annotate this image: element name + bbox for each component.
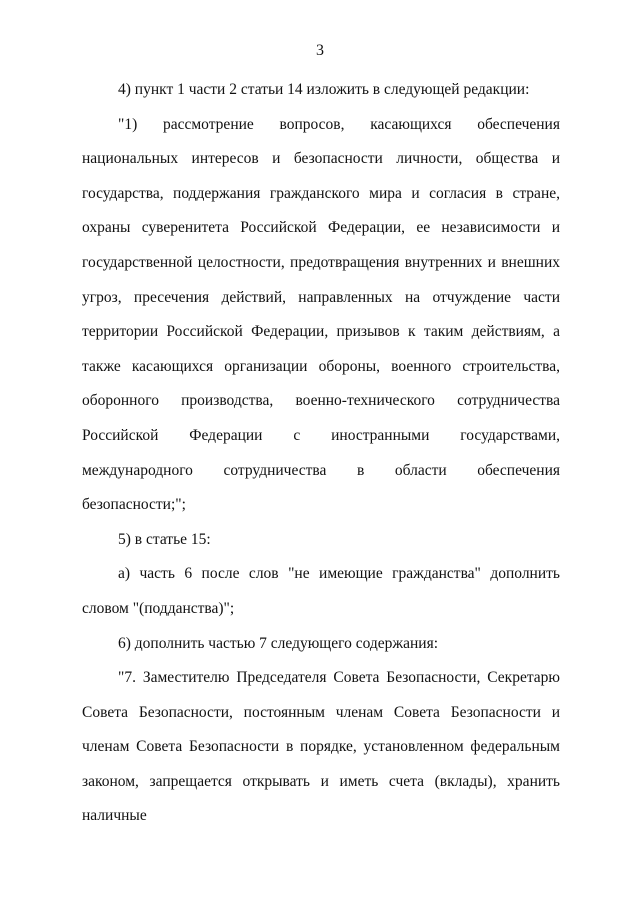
paragraph-item-4-amendment: 4) пункт 1 части 2 статьи 14 изложить в следующей редакции: <box>118 81 530 98</box>
paragraph-item-6-add-part-7: 6) дополнить частью 7 следующего содержания: <box>118 634 439 652</box>
page-number: 3 <box>316 42 324 59</box>
paragraph-quoted-part-7-text: "7. Заместителю Председателя Совета Безопасности, Секретарю Совета Безопасности, постоянным членам Совета Безопасности и членам Совета Безопасности в порядке, установленном федеральным законом, запрещается открывать и иметь счета (вклады), хранить наличные <box>82 669 560 825</box>
paragraph-quoted-article-14-text: "1) рассмотрение вопросов, касающихся обеспечения национальных интересов и безопасности личности, общества и государства, поддержания гражданского мира и согласия в стране, охраны суверенитета Российской Федерации, ее независимости и государственной целостности, предотвращения внутренних и внешних угроз, пресечения действий, направленных на отчуждение части территории Российской Федерации, призывов к таким действиям, а также касающихся организации обороны, военного строительства, оборонного производства, военно-технического сотрудничества Российской Федерации с иностранными государствами, международного сотрудничества в области обеспечения безопасности;"; <box>82 115 560 514</box>
paragraph-subitem-a-part-6: а) часть 6 после слов "не имеющие гражданства" дополнить словом "(подданства)"; <box>82 565 560 617</box>
document-body <box>82 73 560 834</box>
paragraph-item-5-article-15: 5) в статье 15: <box>118 530 211 548</box>
